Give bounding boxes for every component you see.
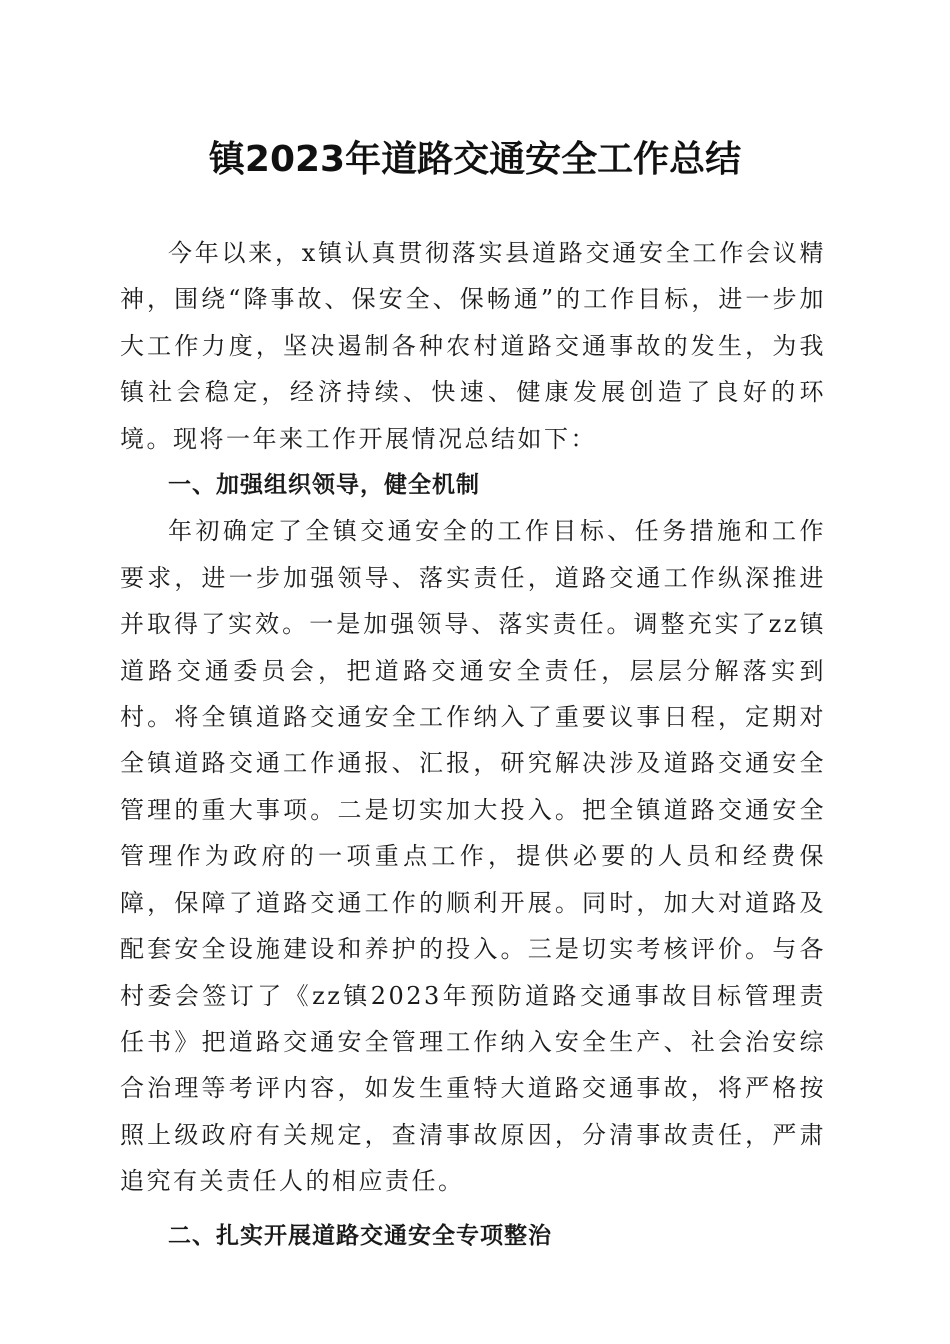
section-heading-1: 一、加强组织领导，健全机制 bbox=[168, 472, 480, 499]
intro-paragraph: 今年以来，x镇认真贯彻落实县道路交通安全工作会议精神，围绕“降事故、保安全、保畅通”的工作目标，进一步加大工作力度，坚决遏制各种农村道路交通事故的发生，为我镇社会稳定，经济持续、快速、健康发展创造了良好的环境。现将一年来工作开展情况总结如下： bbox=[120, 239, 826, 453]
section-heading-2: 二、扎实开展道路交通安全专项整治 bbox=[168, 1222, 552, 1249]
section-paragraph-1: 年初确定了全镇交通安全的工作目标、任务措施和工作要求，进一步加强领导、落实责任，道路交通工作纵深推进并取得了实效。一是加强领导、落实责任。调整充实了zz镇道路交通委员会，把道路交通安全责任，层层分解落实到村。将全镇道路交通安全工作纳入了重要议事日程，定期对全镇道路交通工作通报、汇报，研究解决涉及道路交通安全管理的重大事项。二是切实加大投入。把全镇道路交通安全管理作为政府的一项重点工作，提供必要的人员和经费保障，保障了道路交通工作的顺利开展。同时，加大对道路及配套安全设施建设和养护的投入。三是切实考核评价。与各村委会签订了《zz镇2023年预防道路交通事故目标管理责任书》把道路交通安全管理工作纳入安全生产、社会治安综合治理等考评内容，如发生重特大道路交通事故，将严格按照上级政府有关规定，查清事故原因，分清事故责任，严肃追究有关责任人的相应责任。 bbox=[120, 517, 826, 1196]
document-title: 镇2023年道路交通安全工作总结 bbox=[208, 139, 742, 180]
document-body bbox=[120, 230, 826, 1259]
